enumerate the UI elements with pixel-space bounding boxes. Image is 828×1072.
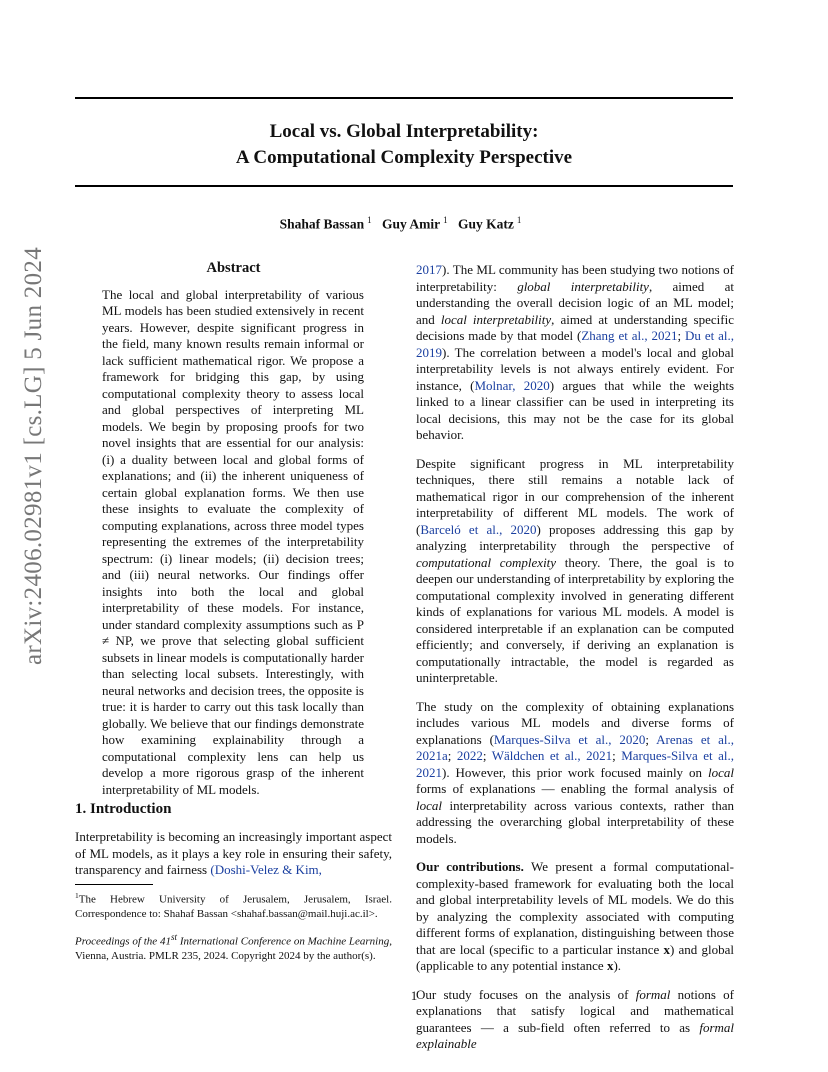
math-symbol: x <box>663 941 670 957</box>
paper-title-line-1: Local vs. Global Interpretability: <box>269 121 539 142</box>
citation-link[interactable]: Marques-Silva et al., 2021 <box>416 748 734 780</box>
citation-separator: ; <box>447 748 457 763</box>
paragraph-text: ). The ML community has been studying two notions of interpretability: <box>416 262 734 294</box>
emphasis-text: local interpretability <box>440 311 552 327</box>
proceedings-ordinal: 41 <box>159 935 171 948</box>
paragraph-text: , aimed at understanding specific decisions made by that model ( <box>416 311 734 343</box>
proceedings-conference: International Conference on Machine Learning <box>177 935 390 948</box>
citation-separator: ; <box>612 748 622 763</box>
citation-link[interactable]: Wäldchen et al., 2021 <box>491 748 613 763</box>
abstract-heading: Abstract <box>206 260 261 276</box>
math-symbol: x <box>606 958 614 973</box>
emphasis-text: local <box>416 797 442 813</box>
paragraph <box>416 262 734 444</box>
introduction-heading: 1. Introduction <box>75 801 172 817</box>
paragraph-text: The study on the complexity of obtaining explanations includes various ML models and diverse forms of explanations ( <box>416 698 734 747</box>
citation-link[interactable]: Barceló et al., 2020 <box>420 521 537 537</box>
citation-separator: ; <box>677 328 686 343</box>
paragraph-text: ) proposes addressing this gap by analyzing interpretability through the perspective of <box>416 521 735 553</box>
paragraph-text: Despite significant progress in ML interpretability techniques, there still remains a notable lack of mathematical rigor in our comprehension of the inherent interpretability of different ML models. The work of ( <box>416 455 734 537</box>
footnote-rule <box>75 884 153 885</box>
abstract-body: The local and global interpretability of various ML models has been studied extensively in recent years. However, despite significant progress in the field, many known results remain informal or lack sufficient mathematical rigor. We propose a framework for bridging this gap, by using computational complexity theory to assess local and global perspectives of interpreting ML models. We begin by proposing proofs for two novel insights that are essential for our analysis: (i) a duality between local and global forms of explanations; and (ii) the inherent uniqueness of certain global explanation forms. We then use these insights to evaluate the complexity of computing explanations, across three model types representing the extremes of the interpretability spectrum: (i) linear models; (ii) decision trees; and (iii) neural networks. Our findings offer insights into both the local and global interpretability of these models. For instance, under standard complexity assumptions such as P ≠ NP, we prove that selecting global sufficient subsets in linear models is computationally harder than selecting local subsets. Interestingly, with neural networks and decision trees, the opposite is true: it is harder to carry out this task locally than globally. We believe that our findings demonstrate how examining explainability through a computational complexity lens can help us develop a more rigorous grasp of the inherent interpretability of ML models. <box>102 286 364 797</box>
emphasis-text: computational complexity <box>416 554 557 570</box>
paragraph-text: ) and global (applicable to any potential instance <box>416 941 735 973</box>
paragraph-text: notions of explanations that satisfy logical and mathematical guarantees — a sub-field often referred to as <box>416 986 734 1035</box>
paragraph-text: forms of explanations — enabling the formal analysis of <box>416 781 734 796</box>
paper-title-line-2: A Computational Complexity Perspective <box>235 147 573 168</box>
arxiv-identifier-stamp: arXiv:2406.02981v1 [cs.LG] 5 Jun 2024 <box>20 247 47 665</box>
emphasis-text: formal explainable <box>416 1019 734 1051</box>
citation-link[interactable]: Zhang et al., 2021 <box>581 328 678 343</box>
emphasis-text: local <box>708 764 734 780</box>
paragraph <box>416 699 734 848</box>
right-column <box>416 262 734 1065</box>
paragraph-text: ). The correlation between a model's local and global interpretability levels is not always entirely evident. For instance, ( <box>416 344 734 393</box>
citation-link[interactable]: Molnar, 2020 <box>474 377 550 393</box>
intro-text: Interpretability is becoming an increasingly important aspect of ML models, as it plays a key role in ensuring their safety, transparency and fairness <box>75 829 392 877</box>
emphasis-text: formal <box>635 986 671 1002</box>
citation-separator: ; <box>645 731 657 747</box>
paragraph-text: ). <box>613 958 622 973</box>
title-rule-bottom <box>75 185 733 187</box>
proceedings-notice <box>75 930 392 964</box>
author-name: Guy Amir <box>381 216 441 232</box>
citation-link[interactable]: Arenas et al., 2021a <box>416 731 734 763</box>
introduction-paragraph <box>75 829 392 879</box>
citation-link[interactable]: 2022 <box>456 748 483 763</box>
citation-link[interactable]: Du et al., 2019 <box>416 328 734 360</box>
proceedings-prefix: Proceedings of the <box>75 935 160 948</box>
paragraph <box>416 456 734 687</box>
citation-link[interactable]: (Doshi-Velez & Kim, <box>210 862 322 877</box>
contributions-heading: Our contributions. <box>416 859 524 874</box>
footnote-mark: 1 <box>75 891 79 900</box>
author-affiliation-mark: 1 <box>516 215 522 225</box>
paragraph-text: ) argues that while the weights linked to a linear classifier can be used in interpreting its local decisions, this may not be the case for its global behavior. <box>416 377 735 442</box>
author-name: Guy Katz <box>457 216 514 232</box>
paragraph-text: ). However, this prior work focused mainly on <box>442 764 708 780</box>
footnote <box>75 889 392 922</box>
left-column <box>75 260 392 798</box>
proceedings-ordinal-suffix: st <box>170 932 178 942</box>
paragraph-text: interpretability across various contexts, rather than addressing the overarching global interpretability of these models. <box>416 797 734 846</box>
author-affiliation-mark: 1 <box>443 215 448 225</box>
citation-link[interactable]: Marques-Silva et al., 2020 <box>493 731 646 747</box>
emphasis-text: global interpretability <box>517 278 649 294</box>
title-rule-top <box>75 97 733 99</box>
author-name: Shahaf Bassan <box>279 216 365 232</box>
author-list <box>75 215 733 233</box>
page-number: 1 <box>410 988 418 1003</box>
paragraph-text: Our study focuses on the analysis of <box>416 986 636 1002</box>
footnote-text: The Hebrew University of Jerusalem, Jerusalem, Israel. Correspondence to: Shahaf Bassan <shahaf.bassan@mail.huji.ac.il>. <box>75 893 392 921</box>
citation-separator: ; <box>482 748 492 763</box>
citation-link[interactable]: 2017 <box>416 262 442 277</box>
paragraph <box>416 859 734 975</box>
abstract-text <box>102 287 364 799</box>
paragraph-text: theory. There, the goal is to deepen our understanding of interpretability by exploring the computational complexity involved in generating different kinds of explanations for various ML models. A model is considered interpretable if an explanation can be computed efficiently; and conversely, if deriving an explanation is computationally intractable, the model is regarded as uninterpretable. <box>416 554 734 685</box>
paragraph-text: , aimed at understanding the overall decision logic of an ML model; and <box>416 278 734 327</box>
paragraph-text: We present a formal computational-complexity-based framework for evaluating both the local and global interpretability levels of ML models. We do this by analyzing the complexity associated with computing different forms of explanation, distinguishing between those that are local (specific to a particular instance <box>416 859 734 957</box>
proceedings-rest: , Vienna, Austria. PMLR 235, 2024. Copyright 2024 by the author(s). <box>75 935 392 963</box>
author-affiliation-mark: 1 <box>367 215 372 225</box>
